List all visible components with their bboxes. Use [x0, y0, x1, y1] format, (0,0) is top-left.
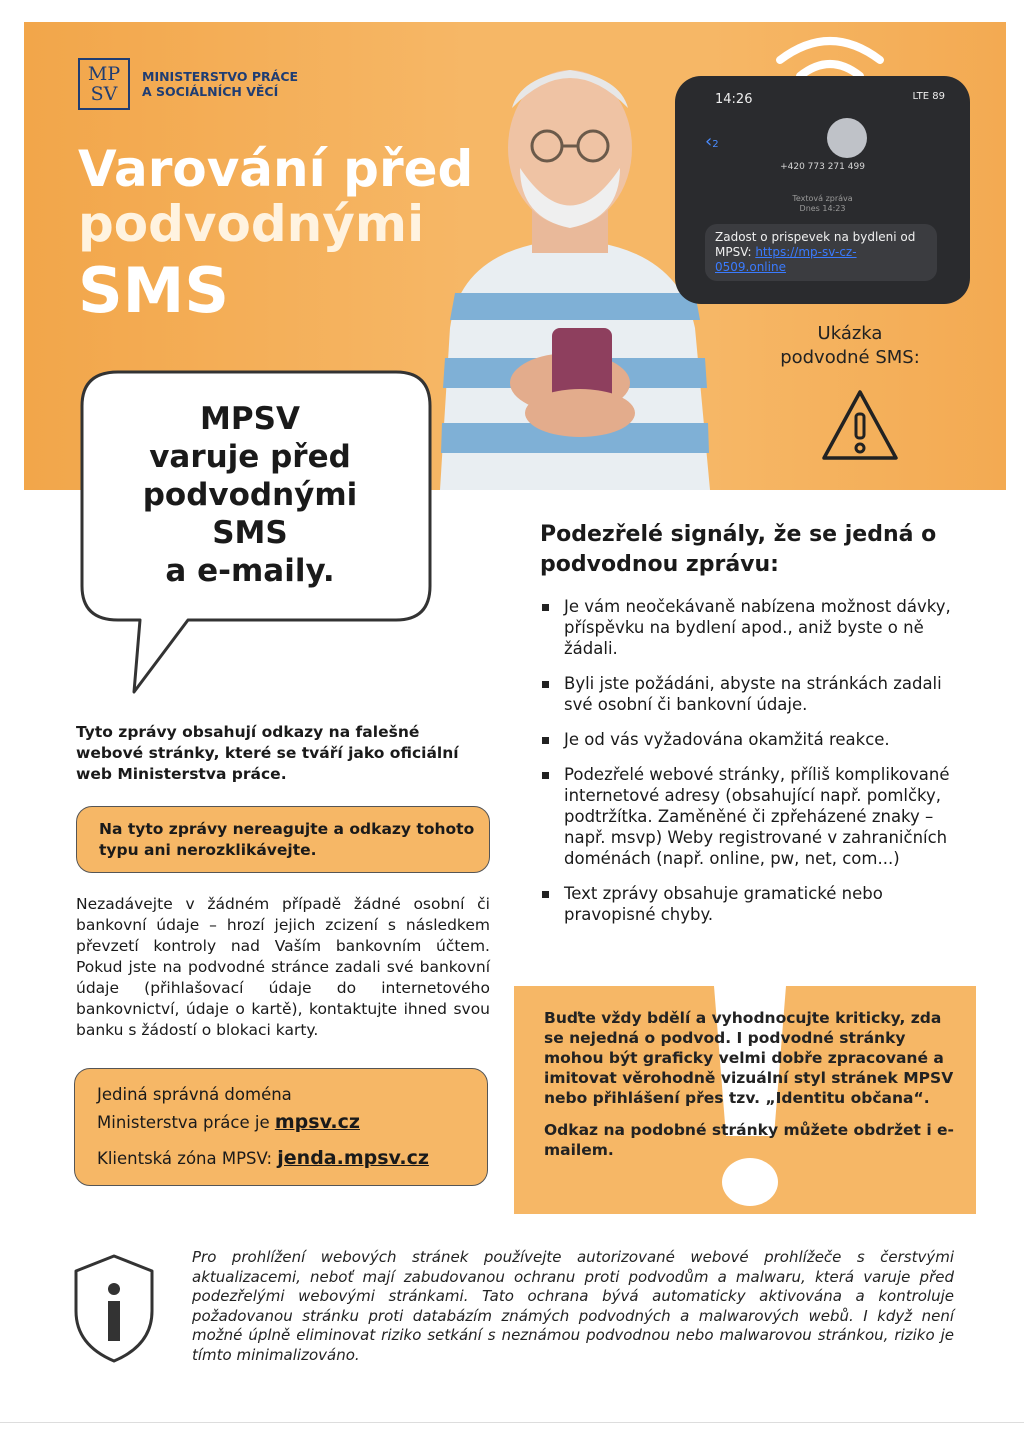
signals-title: Podezřelé signály, že se jedná o podvodnou zprávu:: [540, 522, 937, 577]
bubble-line: a e-maily.: [165, 553, 335, 589]
logo-mark-top: MP: [87, 63, 121, 85]
logo-mark-bottom: SV: [90, 83, 118, 105]
logo-line-2: A SOCIÁLNÍCH VĚCÍ: [142, 84, 279, 99]
phone-time: 14:26: [715, 92, 753, 107]
message-time: Dnes 14:23: [799, 204, 846, 213]
phone-sms-screenshot: [675, 76, 970, 304]
signals-list: [540, 596, 956, 939]
message-kind: Textová zpráva: [792, 194, 853, 203]
domain-line-1: Jediná správná doména: [97, 1085, 292, 1104]
jenda-domain-link[interactable]: jenda.mpsv.cz: [277, 1147, 429, 1169]
domain-line-3: [97, 1147, 429, 1169]
domain-prefix: Ministerstva práce je: [97, 1113, 270, 1132]
headline-line-1: Varování před: [78, 140, 474, 198]
domain-box: [74, 1068, 488, 1186]
list-item: Je od vás vyžadována okamžitá reakce.: [540, 729, 956, 750]
alert-paragraph-2: Odkaz na podobné stránky můžete obdržet i e-mailem.: [544, 1121, 954, 1159]
back-chevron-icon: ‹2: [705, 131, 719, 152]
phone-signal: LTE 89: [912, 91, 945, 102]
sample-label: Ukázka podvodné SMS:: [780, 323, 920, 368]
alert-box-text: [544, 1008, 956, 1172]
logo-line-1: MINISTERSTVO PRÁCE: [142, 69, 299, 84]
headline-line-2: podvodnými: [78, 195, 425, 253]
list-item: Podezřelé webové stránky, příliš komplikované internetové adresy (obsahující např. pomlčky, podtržítka. Zaměněné či zpřeházené znaky – např. msvp) Weby registrované v zahraničních doménách (např. online, pw, net, com...): [540, 764, 956, 869]
message-meta: [675, 194, 970, 214]
sms-link: https://mp-sv-cz-0509.online: [715, 245, 857, 274]
alert-paragraph-1: Buďte vždy bdělí a vyhodnocujte kriticky, zda se nejedná o podvod. I podvodné stránky mohou být graficky velmi dobře zpracované a imitovat věrohodně vizuální styl stránek MPSV nebo přihlášení přes tzv. „Identitu občana“.: [544, 1009, 954, 1107]
bank-data-paragraph: Nezadávejte v žádném případě žádné osobní či bankovní údaje – hrozí jejich zcizení s následkem převzetí kontroly nad Vaším bankovním účtem. Pokud jste na podvodné stránce zadali své bankovní údaje (přihlašovací údaje do internetového bankovnictví, údaje o kartě), kontaktujte ihned svou banku s žádostí o blokaci karty.: [76, 895, 490, 1039]
bubble-line: MPSV: [200, 401, 300, 437]
headline: [78, 142, 473, 326]
page-divider: [0, 1422, 1024, 1423]
browser-info-text: Pro prohlížení webových stránek používejte autorizované webové prohlížeče s čerstvými aktualizacemi, neboť mají zabudovanou ochranu proti podvodům a malwaru, která varuje před podezřelými webovými stránkami. Tato ochrana bývá automaticky aktivována a kontroluje požadovanou stránku proti databázím známých podvodných a malwarových webů. I když není možné úplně eliminovat riziko setkání s neznámou podvodnou nebo malwarovou stránkou, riziko je tímto minimalizováno.: [192, 1248, 954, 1364]
contact-avatar-icon: [827, 118, 867, 158]
list-item: Je vám neočekávaně nabízena možnost dávky, příspěvku na bydlení apod., aniž byste o ně žádali.: [540, 596, 956, 659]
logo-mark: [78, 58, 130, 110]
phone-sender: +420 773 271 499: [780, 162, 865, 172]
warning-box-text: Na tyto zprávy nereagujte a odkazy tohoto typu ani nerozklikávejte.: [99, 820, 475, 859]
domain-line-2: [97, 1111, 360, 1133]
sms-bubble: [705, 224, 937, 281]
logo-text: [142, 69, 298, 99]
client-zone-prefix: Klientská zóna MPSV:: [97, 1149, 273, 1168]
bubble-line: varuje před: [149, 439, 351, 475]
shield-info-icon: [72, 1253, 156, 1365]
bubble-line: podvodnými: [142, 477, 358, 513]
lead-paragraph: Tyto zprávy obsahují odkazy na falešné webové stránky, které se tváří jako oficiální web Ministerstva práce.: [76, 723, 459, 783]
bubble-line: SMS: [212, 515, 288, 551]
list-item: Byli jste požádáni, abyste na stránkách zadali své osobní či bankovní údaje.: [540, 673, 956, 715]
mpsv-logo: [78, 58, 298, 110]
warning-triangle-icon: [820, 388, 900, 462]
speech-bubble-text: [100, 400, 400, 590]
sms-text: Zadost o prispevek na bydleni od MPSV:: [715, 230, 916, 259]
headline-line-3: SMS: [78, 254, 230, 327]
list-item: Text zprávy obsahuje gramatické nebo pravopisné chyby.: [540, 883, 956, 925]
warning-box: [76, 806, 490, 873]
mpsv-domain-link[interactable]: mpsv.cz: [274, 1111, 360, 1133]
